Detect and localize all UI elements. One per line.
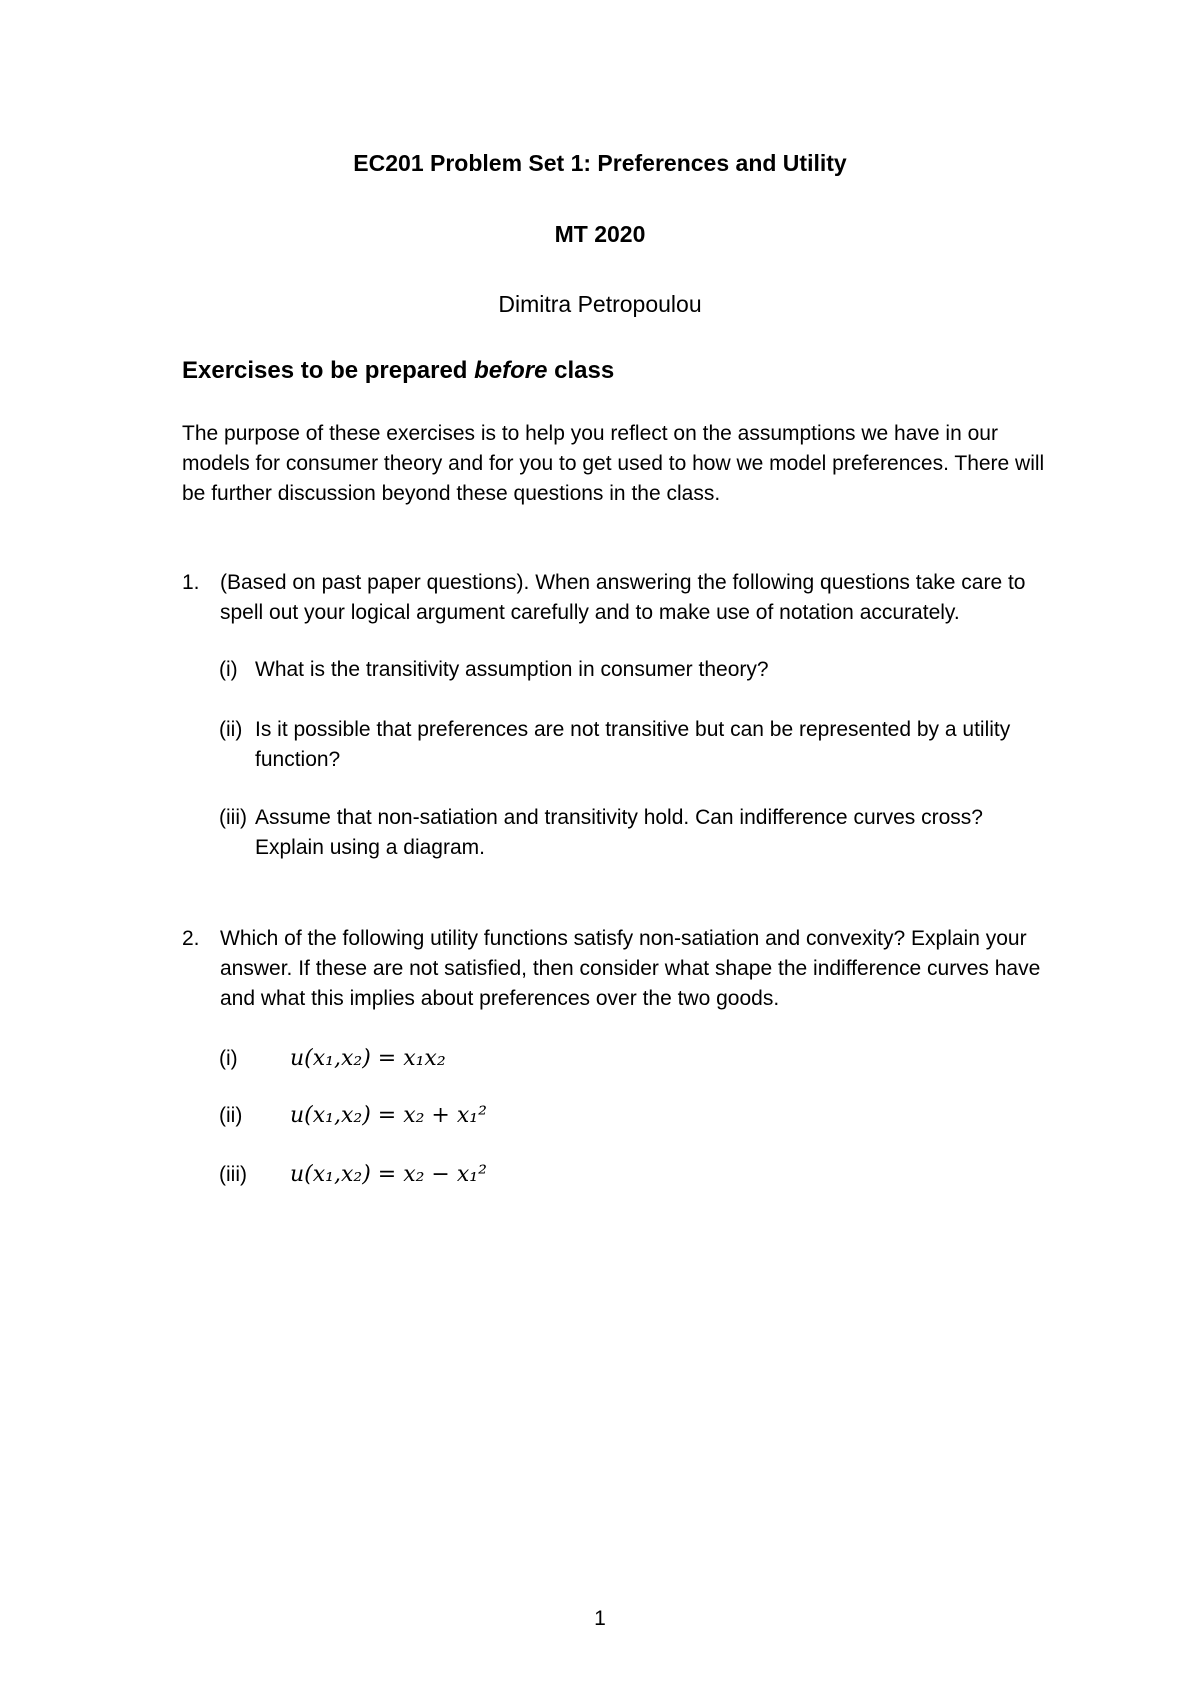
question-1-part-iii-label: (iii) bbox=[219, 806, 247, 829]
question-1-number: 1. bbox=[182, 571, 200, 594]
heading-prefix: Exercises to be prepared bbox=[182, 357, 475, 384]
question-2-text: Which of the following utility functions satisfy non-satiation and convexity? Explain your answer. If these are not satisfied, then consider what shape the indifference curves have and what this implies about preferences over the two goods. bbox=[220, 927, 1041, 1010]
question-2-part-i-equation: u(x₁,x₂) = x₁x₂ bbox=[290, 1046, 446, 1071]
document-author: Dimitra Petropoulou bbox=[498, 291, 702, 317]
intro-paragraph: The purpose of these exercises is to help you reflect on the assumptions we have in our models for consumer theory and for you to get used to how we model preferences. There will be further discussion beyond these questions in the class. bbox=[182, 422, 1045, 505]
section-heading bbox=[182, 356, 614, 386]
question-1-part-i-label: (i) bbox=[219, 658, 238, 681]
question-2-number: 2. bbox=[182, 927, 200, 950]
page-number: 1 bbox=[594, 1607, 606, 1630]
question-2-part-ii-label: (ii) bbox=[219, 1104, 243, 1127]
heading-emphasis: before bbox=[474, 357, 548, 384]
question-2-part-i-label: (i) bbox=[219, 1047, 238, 1070]
question-1-part-iii-text: Assume that non-satiation and transitivity hold. Can indifference curves cross? Explain using a diagram. bbox=[255, 806, 983, 859]
document-title: EC201 Problem Set 1: Preferences and Utility bbox=[353, 150, 847, 176]
question-2-part-iii-label: (iii) bbox=[219, 1163, 247, 1186]
question-1-part-i-text: What is the transitivity assumption in consumer theory? bbox=[255, 658, 769, 681]
heading-suffix: class bbox=[547, 357, 615, 384]
document-term: MT 2020 bbox=[554, 221, 646, 247]
question-1-text: (Based on past paper questions). When answering the following questions take care to spell out your logical argument carefully and to make use of notation accurately. bbox=[220, 571, 1026, 624]
question-1-part-ii-text: Is it possible that preferences are not transitive but can be represented by a utility function? bbox=[255, 718, 1011, 771]
question-2-part-iii-equation: u(x₁,x₂) = x₂ − x₁² bbox=[290, 1162, 487, 1187]
question-2-part-ii-equation: u(x₁,x₂) = x₂ + x₁² bbox=[290, 1103, 487, 1128]
question-1-part-ii-label: (ii) bbox=[219, 718, 243, 741]
